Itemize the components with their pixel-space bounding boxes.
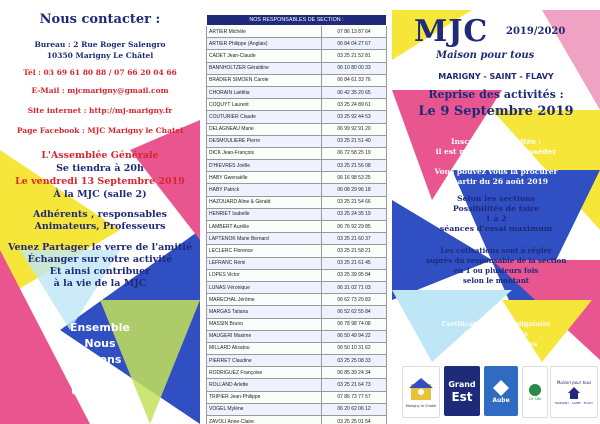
responsable-phone: 06 76 92 29 85 bbox=[322, 221, 387, 233]
table-row bbox=[207, 330, 387, 342]
address-line2: 10350 Marigny Le Châtel bbox=[46, 51, 154, 60]
responsable-name: RODRIGUEZ Françoise bbox=[207, 367, 322, 379]
table-row bbox=[207, 391, 387, 403]
responsables-table bbox=[206, 14, 387, 424]
invite-line2: Échanger sur votre activité bbox=[27, 254, 173, 265]
responsable-name: HENRIET Isabelle bbox=[207, 208, 322, 220]
table-row bbox=[207, 135, 387, 147]
responsable-phone: 03 25 21 64 73 bbox=[322, 379, 387, 391]
certificat-line2: Pour les activités bbox=[464, 330, 528, 338]
responsable-phone: 03 25 24 89 61 bbox=[322, 99, 387, 111]
responsable-name: PIERRET Claudine bbox=[207, 355, 322, 367]
responsable-phone: 03 25 21 52 81 bbox=[322, 50, 387, 62]
responsable-phone: 06 16 98 53 25 bbox=[322, 172, 387, 184]
invite-line3: Et ainsi contribuer bbox=[49, 266, 151, 277]
table-row bbox=[207, 281, 387, 293]
responsable-name: LEFRANC Rémi bbox=[207, 257, 322, 269]
responsable-name: MILLARD Alisatou bbox=[207, 342, 322, 354]
mpt-logo bbox=[550, 366, 598, 418]
responsable-name: MASSIN Bruno bbox=[207, 318, 322, 330]
responsables-panel bbox=[200, 0, 392, 424]
responsable-phone: 03 25 21 56 08 bbox=[322, 160, 387, 172]
reprise-date: Le 9 Septembre 2019 bbox=[418, 104, 574, 119]
marigny-logo-text: Marigny le Chatel bbox=[405, 404, 437, 408]
table-row bbox=[207, 294, 387, 306]
responsable-phone: 06 10 80 00 33 bbox=[322, 62, 387, 74]
responsable-name: DELAGNEAU Marie bbox=[207, 123, 322, 135]
sections-line1: Selon les sections bbox=[456, 194, 536, 203]
table-row bbox=[207, 342, 387, 354]
brand-tagline: Maison pour tous bbox=[436, 50, 535, 61]
facebook-link[interactable]: Page Facebook : MJC Marigny le Chatel bbox=[16, 126, 184, 135]
sections-line3: 1 à 2 bbox=[485, 214, 507, 223]
responsable-phone: 03 25 25 08 33 bbox=[322, 355, 387, 367]
responsable-phone: 07 86 13 87 64 bbox=[322, 26, 387, 38]
table-row bbox=[207, 99, 387, 111]
assembly-time: Se tiendra à 20h bbox=[56, 163, 144, 174]
grand-est-text2: Est bbox=[451, 390, 473, 404]
responsable-phone: 03 25 25 01 54 bbox=[322, 416, 387, 424]
responsable-name: BRADIER SIMOEN Carole bbox=[207, 74, 322, 86]
info-panel bbox=[392, 0, 600, 424]
grand-est-logo bbox=[444, 366, 480, 416]
table-row bbox=[207, 416, 387, 424]
responsable-name: DESMOULIERE Pierre bbox=[207, 135, 322, 147]
responsable-name: COUTURIER Claude bbox=[207, 111, 322, 123]
responsable-phone: 06 42 35 20 65 bbox=[322, 86, 387, 98]
responsable-phone: 03 25 21 61 45 bbox=[322, 257, 387, 269]
website-link[interactable]: Site internet : http://mj-marigny.fr bbox=[27, 106, 173, 115]
table-row bbox=[207, 74, 387, 86]
table-row bbox=[207, 196, 387, 208]
phone-numbers: Tél : 03 69 61 80 88 / 07 66 20 04 66 bbox=[23, 68, 177, 77]
responsable-phone: 06 08 29 96 18 bbox=[322, 184, 387, 196]
responsable-phone: 06 78 98 74 08 bbox=[322, 318, 387, 330]
responsable-name: ROLLAND Arlette bbox=[207, 379, 322, 391]
responsable-name: LUNAS Véronique bbox=[207, 281, 322, 293]
table-row bbox=[207, 147, 387, 159]
responsable-phone: 06 99 92 91 20 bbox=[322, 123, 387, 135]
brand-name: MJC bbox=[414, 14, 489, 49]
responsable-name: ZAVOLI Anne-Claire bbox=[207, 416, 322, 424]
table-row bbox=[207, 50, 387, 62]
table-row bbox=[207, 355, 387, 367]
table-row bbox=[207, 269, 387, 281]
table-row bbox=[207, 86, 387, 98]
responsable-phone: 03 25 21 54 66 bbox=[322, 196, 387, 208]
certificat-line3: Physiques et sportives bbox=[454, 340, 538, 348]
invite-line1: Venez Partager le verre de l'amitié bbox=[7, 242, 193, 253]
responsable-name: LECLERC Florence bbox=[207, 245, 322, 257]
table-row bbox=[207, 306, 387, 318]
contact-panel bbox=[0, 0, 200, 424]
email-link[interactable]: E-Mail : mjcmarigny@gmail.com bbox=[31, 86, 169, 95]
slogan-line5: Créatifs ! bbox=[71, 385, 129, 398]
table-row bbox=[207, 245, 387, 257]
responsable-name: MAUGERI Maxime bbox=[207, 330, 322, 342]
aube-logo bbox=[484, 366, 518, 416]
responsable-phone: 06 84 61 33 76 bbox=[322, 74, 387, 86]
reprise-title: Reprise des activités : bbox=[428, 88, 564, 101]
responsable-name: CHORAIN Laëtitia bbox=[207, 86, 322, 98]
responsable-phone: 03 25 21 51 40 bbox=[322, 135, 387, 147]
responsable-name: LAMBERT Aurélie bbox=[207, 221, 322, 233]
table-row bbox=[207, 403, 387, 415]
slogan-line3: Serons bbox=[78, 353, 122, 366]
partner-icon bbox=[528, 383, 542, 397]
responsable-phone: 06 62 73 20 83 bbox=[322, 294, 387, 306]
responsable-name: LAPTENOK Marie Bernard bbox=[207, 233, 322, 245]
slogan-line4: Plus bbox=[86, 369, 114, 382]
responsable-phone: 03 25 21 60 37 bbox=[322, 233, 387, 245]
responsable-phone: 06 50 10 31 62 bbox=[322, 342, 387, 354]
responsable-name: ARTIER Michèle bbox=[207, 26, 322, 38]
table-row bbox=[207, 318, 387, 330]
inscription-line5: À partir du 26 août 2019 bbox=[444, 177, 548, 186]
responsable-phone: 06 72 58 25 19 bbox=[322, 147, 387, 159]
audience-line2: Animateurs, Professeurs bbox=[34, 221, 166, 232]
responsable-phone: 06 52 62 55 84 bbox=[322, 306, 387, 318]
cotisations-line2: auprès du responsable de la section bbox=[425, 256, 567, 265]
audience-line1: Adhérents , responsables bbox=[32, 209, 167, 220]
mpt-logo-title: Maison pour tous bbox=[556, 379, 592, 385]
cotisations-line1: Les cotisations sont à régler bbox=[440, 246, 552, 255]
responsable-phone: 06 85 39 24 34 bbox=[322, 367, 387, 379]
invite-line4: à la vie de la MJC bbox=[53, 278, 147, 289]
aube-icon bbox=[492, 379, 510, 397]
inscription-line2: il est nécessaire de posséder bbox=[435, 147, 557, 156]
responsable-name: TRIPIER Jean-Philippe bbox=[207, 391, 322, 403]
responsable-name: COQUYT Laurent bbox=[207, 99, 322, 111]
marigny-logo bbox=[402, 366, 440, 418]
responsable-phone: 06 50 49 94 22 bbox=[322, 330, 387, 342]
responsable-name: MARECHAL Jérôme bbox=[207, 294, 322, 306]
table-header: NOS RESPONSABLES DE SECTION : bbox=[207, 15, 387, 26]
inscription-title: Inscription activités : bbox=[451, 137, 541, 146]
house-icon bbox=[566, 385, 582, 401]
responsable-name: HABY Gwenaëlle bbox=[207, 172, 322, 184]
table-row bbox=[207, 221, 387, 233]
assembly-title: L'Assemblée Générale bbox=[41, 150, 159, 161]
assembly-date: Le vendredi 13 Septembre 2019 bbox=[15, 176, 185, 187]
responsable-phone: 07 86 73 77 57 bbox=[322, 391, 387, 403]
responsable-name: DICK Jean-François bbox=[207, 147, 322, 159]
responsable-phone: 03 25 21 58 21 bbox=[322, 245, 387, 257]
responsable-name: HABY Patrick bbox=[207, 184, 322, 196]
partner-logo bbox=[522, 366, 548, 418]
towns: MARIGNY - SAINT - FLAVY bbox=[438, 72, 554, 81]
responsable-name: VOGEL Mylène bbox=[207, 403, 322, 415]
table-row bbox=[207, 184, 387, 196]
partner-logos bbox=[392, 364, 600, 420]
season-year: 2019/2020 bbox=[506, 26, 566, 37]
inscription-line4: Vous pouvez vous la procurer bbox=[434, 167, 558, 176]
responsable-name: MARGAS Tatiana bbox=[207, 306, 322, 318]
table-row bbox=[207, 38, 387, 50]
table-row bbox=[207, 379, 387, 391]
certificat-line1: Certificat médical obligatoire bbox=[441, 320, 551, 328]
table-row bbox=[207, 26, 387, 38]
responsable-phone: 06 31 02 71 03 bbox=[322, 281, 387, 293]
contact-title: Nous contacter : bbox=[39, 12, 161, 27]
table-row bbox=[207, 233, 387, 245]
slogan-line1: Ensemble bbox=[70, 321, 130, 334]
responsable-name: D'HIEVRES Joëlle bbox=[207, 160, 322, 172]
responsable-name: LOPES Victor bbox=[207, 269, 322, 281]
table-row bbox=[207, 208, 387, 220]
cotisations-line3: en 1 ou plusieurs fois bbox=[453, 266, 539, 275]
sections-line2: Possibilités de faire bbox=[452, 204, 540, 213]
partner-text: Ce Site bbox=[528, 397, 542, 401]
responsable-name: CADET Jean-Claude bbox=[207, 50, 322, 62]
responsable-name: ARTIER Philippe (Anglais) bbox=[207, 38, 322, 50]
slogan-line2: Nous bbox=[84, 337, 116, 350]
assembly-place: À la MJC (salle 2) bbox=[53, 189, 147, 200]
marigny-icon bbox=[407, 376, 435, 404]
table-row bbox=[207, 123, 387, 135]
responsable-phone: 03 25 39 95 84 bbox=[322, 269, 387, 281]
table-row bbox=[207, 160, 387, 172]
responsable-name: HAZOUARD Aline & Gérald bbox=[207, 196, 322, 208]
address-line1: Bureau : 2 Rue Roger Salengro bbox=[34, 40, 166, 49]
responsable-name: BANNHOLTZER Géraldine bbox=[207, 62, 322, 74]
table-row bbox=[207, 367, 387, 379]
cotisations-line4: selon le montant bbox=[462, 276, 530, 285]
responsable-phone: 06 20 62 06 12 bbox=[322, 403, 387, 415]
responsable-phone: 03 25 24 35 19 bbox=[322, 208, 387, 220]
grand-est-text1: Grand bbox=[448, 380, 476, 389]
responsable-phone: 06 84 04 27 67 bbox=[322, 38, 387, 50]
aube-text: Aube bbox=[492, 396, 510, 404]
responsable-phone: 03 25 92 44 53 bbox=[322, 111, 387, 123]
table-row bbox=[207, 257, 387, 269]
table-row bbox=[207, 111, 387, 123]
table-row bbox=[207, 62, 387, 74]
sections-line4: séances d'essai maximum bbox=[439, 224, 553, 233]
table-row bbox=[207, 172, 387, 184]
mpt-logo-sub: MARIGNY · SAINT · FLAVY bbox=[555, 400, 593, 405]
inscription-line3: la carte « mjc » bbox=[463, 157, 529, 166]
